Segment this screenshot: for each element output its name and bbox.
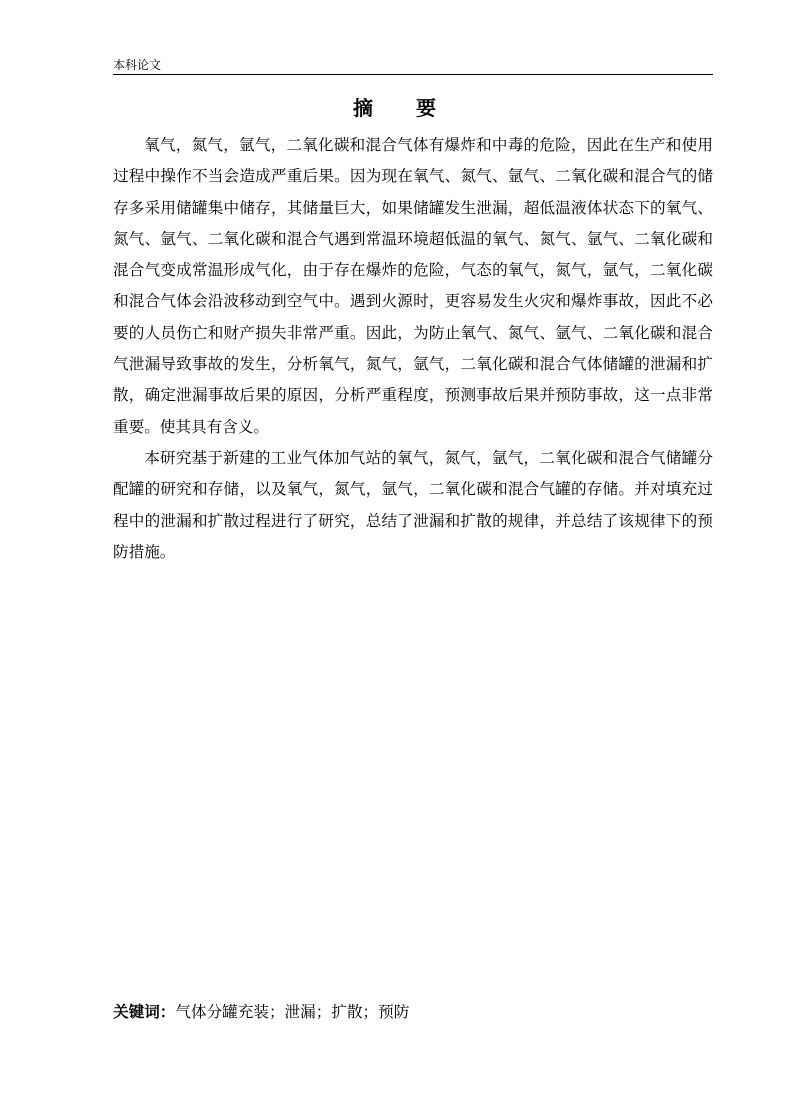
- abstract-body: [113, 130, 713, 568]
- keywords-label: 关键词：: [113, 1002, 176, 1021]
- header-divider: [113, 74, 713, 75]
- running-header: 本科论文: [113, 58, 162, 72]
- keywords-value: 气体分罐充装；泄漏；扩散；预防: [175, 1003, 410, 1021]
- abstract-paragraph-1: 氧气，氮气，氩气，二氧化碳和混合气体有爆炸和中毒的危险，因此在生产和使用过程中操作不当会造成严重后果。因为现在氧气、氮气、氩气、二氧化碳和混合气的储存多采用储罐集中储存，其储量巨大，如果储罐发生泄漏，超低温液体状态下的氧气、氮气、氩气、二氧化碳和混合气遇到常温环境超低温的氧气、氮气、氩气、二氧化碳和混合气变成常温形成气化，由于存在爆炸的危险，气态的氧气，氮气，氩气，二氧化碳和混合气体会沿波移动到空气中。遇到火源时，更容易发生火灾和爆炸事故，因此不必要的人员伤亡和财产损失非常严重。因此，为防止氧气、氮气、氩气、二氧化碳和混合气泄漏导致事故的发生，分析氧气，氮气，氩气，二氧化碳和混合气体储罐的泄漏和扩散，确定泄漏事故后果的原因，分析严重程度，预测事故后果并预防事故，这一点非常重要。使其具有含义。: [113, 136, 713, 436]
- abstract-title: 摘 要: [353, 96, 454, 120]
- abstract-paragraph-2: 本研究基于新建的工业气体加气站的氧气，氮气，氩气，二氧化碳和混合气储罐分配罐的研究和存储，以及氧气，氮气，氩气，二氧化碳和混合气罐的存储。并对填充过程中的泄漏和扩散过程进行了研究，总结了泄漏和扩散的规律，并总结了该规律下的预防措施。: [113, 448, 713, 561]
- keywords-line: [113, 1000, 713, 1024]
